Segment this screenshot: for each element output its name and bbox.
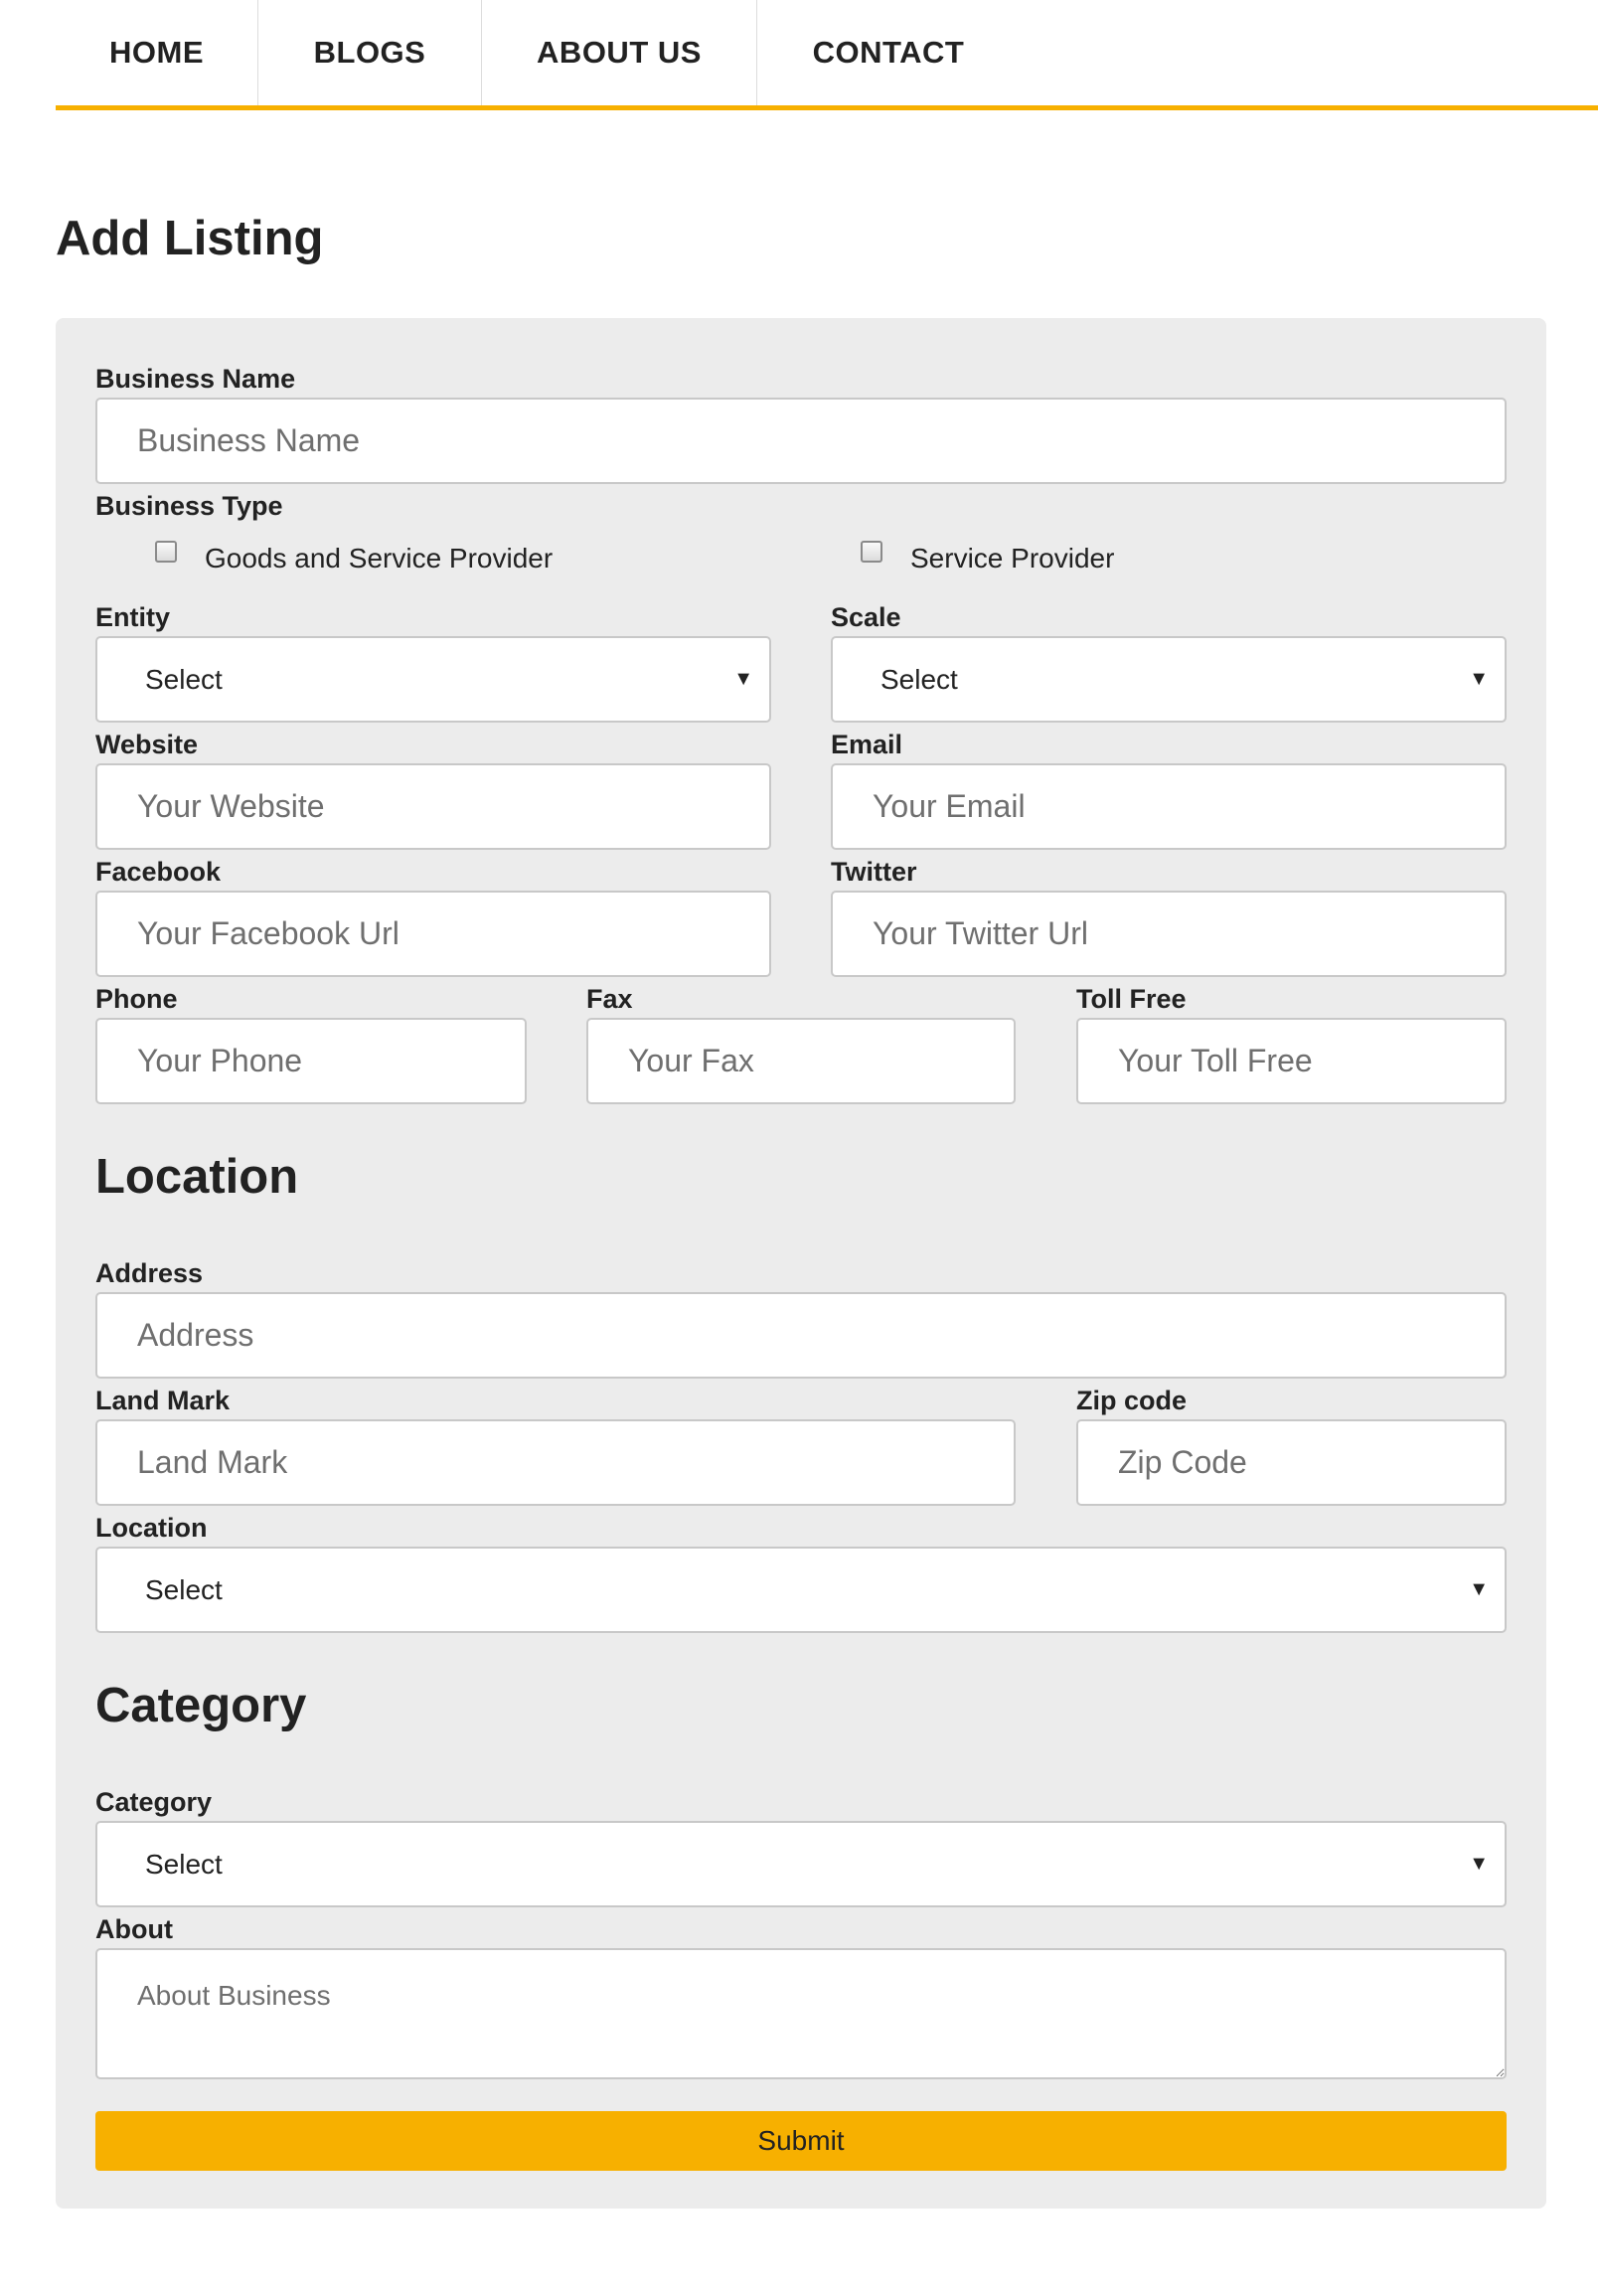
scale-select-value: Select [880, 663, 958, 695]
twitter-input[interactable] [831, 891, 1507, 977]
fax-label: Fax [586, 984, 633, 1014]
category-select[interactable] [95, 1821, 1507, 1907]
land-mark-input[interactable] [95, 1419, 1016, 1506]
email-label: Email [831, 730, 903, 759]
chevron-down-icon: ▼ [1469, 1578, 1489, 1600]
goods-and-service-provider-checkbox[interactable] [155, 541, 177, 563]
land-mark-label: Land Mark [95, 1386, 231, 1415]
location-label: Location [95, 1513, 208, 1543]
chevron-down-icon: ▼ [1469, 1853, 1489, 1875]
nav-blogs[interactable]: BLOGS [258, 0, 482, 105]
about-textarea[interactable] [95, 1948, 1507, 2079]
address-input[interactable] [95, 1292, 1507, 1379]
nav-contact[interactable]: CONTACT [812, 35, 965, 70]
nav-home[interactable]: HOME [56, 0, 258, 105]
zip-code-label: Zip code [1076, 1386, 1188, 1415]
email-input[interactable] [831, 763, 1507, 850]
category-select-value: Select [145, 1848, 223, 1880]
website-input[interactable] [95, 763, 771, 850]
business-name-input[interactable] [95, 398, 1507, 484]
zip-code-input[interactable] [1076, 1419, 1507, 1506]
scale-select[interactable] [831, 636, 1507, 723]
phone-input[interactable] [95, 1018, 527, 1104]
scale-label: Scale [831, 602, 901, 632]
goods-and-service-provider-label: Goods and Service Provider [205, 543, 554, 574]
toll-free-label: Toll Free [1076, 984, 1187, 1014]
website-label: Website [95, 730, 199, 759]
nav-about-us[interactable]: ABOUT US [482, 0, 757, 105]
add-listing-form [56, 318, 1546, 2209]
chevron-down-icon: ▼ [733, 668, 753, 690]
submit-button[interactable]: Submit [95, 2111, 1507, 2171]
twitter-label: Twitter [831, 857, 917, 887]
about-label: About [95, 1914, 173, 1944]
main-nav [56, 0, 1598, 110]
location-select[interactable] [95, 1547, 1507, 1633]
business-type-label: Business Type [95, 491, 283, 521]
location-select-value: Select [145, 1573, 223, 1605]
fax-input[interactable] [586, 1018, 1016, 1104]
service-provider-checkbox[interactable] [861, 541, 882, 563]
entity-select-value: Select [145, 663, 223, 695]
chevron-down-icon: ▼ [1469, 668, 1489, 690]
toll-free-input[interactable] [1076, 1018, 1507, 1104]
service-provider-label: Service Provider [910, 543, 1115, 574]
category-section-title: Category [95, 1679, 307, 1732]
entity-label: Entity [95, 602, 171, 632]
facebook-label: Facebook [95, 857, 222, 887]
entity-select[interactable] [95, 636, 771, 723]
page-title: Add Listing [56, 212, 324, 265]
address-label: Address [95, 1258, 204, 1288]
location-section-title: Location [95, 1150, 299, 1204]
business-name-label: Business Name [95, 364, 296, 394]
phone-label: Phone [95, 984, 178, 1014]
category-label: Category [95, 1787, 213, 1817]
facebook-input[interactable] [95, 891, 771, 977]
